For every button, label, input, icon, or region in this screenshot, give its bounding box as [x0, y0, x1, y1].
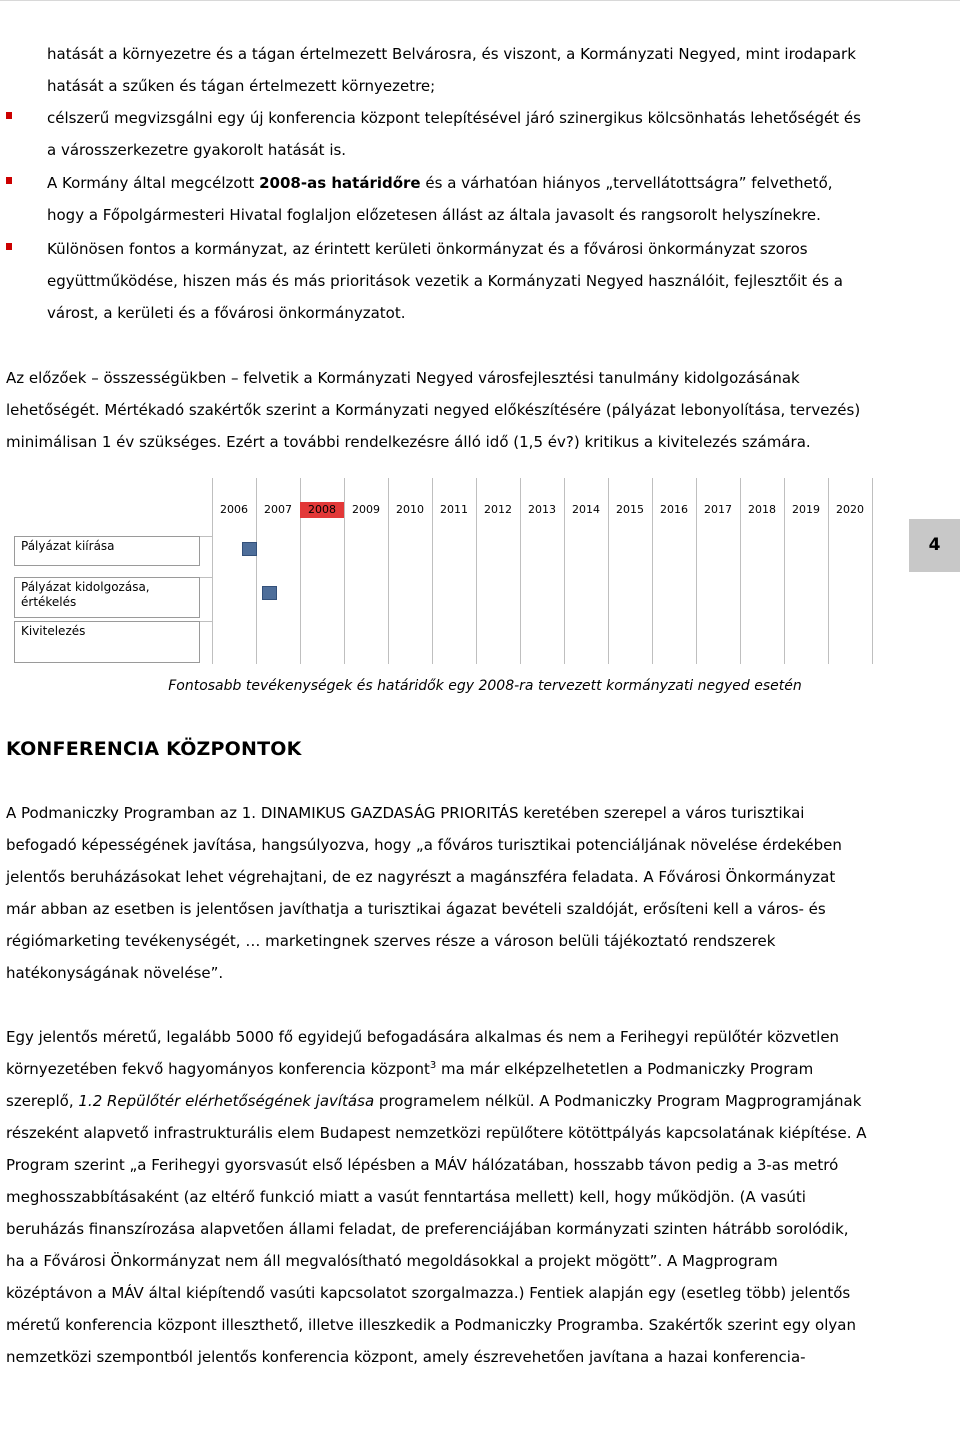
summary-paragraph	[6, 362, 897, 458]
p2-line-3-a: szereplő,	[6, 1092, 79, 1110]
gantt-row-line	[200, 536, 212, 537]
gantt-year-2011: 2011	[440, 503, 468, 516]
p2-line-3	[6, 1085, 897, 1117]
p1-line-3: jelentős beruházásokat lehet végrehajtani, de ez nagyrészt a magánszféra feladata. A Fővárosi Önkormányzat	[6, 868, 836, 886]
p2-line-2-a: környezetében fekvő hagyományos konferencia központ	[6, 1060, 430, 1078]
gantt-year-2017: 2017	[704, 503, 732, 516]
p2-line-3-b: programelem nélkül. A Podmaniczky Program Magprogramjának	[374, 1092, 862, 1110]
gantt-bar-call	[242, 542, 257, 556]
gantt-row-construction-label-text: Kivitelezés	[21, 624, 86, 638]
bullet-3-line-1: Különösen fontos a kormányzat, az érintett kerületi önkormányzat és a fővárosi önkormányzat szoros	[47, 240, 808, 258]
p2-line-2-b: ma már elképzelhetetlen a Podmaniczky Program	[436, 1060, 814, 1078]
gantt-year-2015: 2015	[616, 503, 644, 516]
bullet-2-text-a: A Kormány által megcélzott	[47, 174, 260, 192]
gantt-year-2010: 2010	[396, 503, 424, 516]
bullet-marker-1	[6, 112, 12, 119]
p1-line-4: már abban az esetben is jelentősen javíthatja a turisztikai ágazat bevételi szaldóját, erősíteni kell a város- és	[6, 900, 826, 918]
gantt-year-2020: 2020	[836, 503, 864, 516]
bullet-2-line-1	[47, 167, 897, 199]
gantt-year-2013: 2013	[528, 503, 556, 516]
intro-line-2: hatását a szűken és tágan értelmezett környezetre;	[47, 77, 436, 95]
p2-line-2	[6, 1053, 897, 1085]
gantt-row-tender-label-text: Pályázat kidolgozása,	[21, 580, 150, 594]
p2-line-1: Egy jelentős méretű, legalább 5000 fő egyidejű befogadására alkalmas és nem a Ferihegyi repülőtér közvetlen	[6, 1028, 840, 1046]
paragraph-1	[6, 797, 897, 989]
gantt-caption: Fontosabb tevékenységek és határidők egy 2008-ra tervezett kormányzati negyed esetén	[168, 678, 802, 694]
gantt-row-construction-label	[14, 621, 200, 663]
p2-program-element: 1.2 Repülőtér elérhetőségének javítása	[78, 1092, 375, 1110]
header-rule-right	[898, 0, 960, 1]
bullet-item-2	[47, 167, 897, 231]
bullet-2-deadline: 2008-as határidőre	[259, 174, 421, 192]
summary-line-3: minimálisan 1 év szükséges. Ezért a további rendelkezésre álló idő (1,5 év?) kritikus a kivitelezés számára.	[6, 433, 811, 451]
page-number-tab	[909, 519, 960, 572]
p2-line-5: Program szerint „a Ferihegyi gyorsvasút első lépésben a MÁV hálózatában, hosszabb távon pedig a 3-as metró	[6, 1156, 839, 1174]
bullet-3-line-2: együttműködése, hiszen más és más prioritások vezetik a Kormányzati Negyed használóit, fejlesztőit és a	[47, 272, 843, 290]
section-heading: KONFERENCIA KÖZPONTOK	[6, 738, 302, 760]
p2-line-7: beruházás finanszírozása alapvetően állami feladat, de preferenciájában kormányzati szinten hátrább sorolódik,	[6, 1220, 849, 1238]
gantt-gridline	[872, 478, 873, 664]
bullet-1-line-1: célszerű megvizsgálni egy új konferencia központ telepítésével járó szinergikus kölcsönhatás lehetőségét és	[47, 109, 861, 127]
gantt-year-2009: 2009	[352, 503, 380, 516]
gantt-row-tender-label-text: értékelés	[21, 595, 77, 609]
paragraph-2	[6, 1021, 897, 1373]
gantt-year-2018: 2018	[748, 503, 776, 516]
gantt-year-2012: 2012	[484, 503, 512, 516]
bullet-3-line-3: várost, a kerületi és a fővárosi önkormányzatot.	[47, 304, 406, 322]
schedule-gantt-chart	[0, 478, 960, 668]
bullet-marker-3	[6, 243, 12, 250]
gantt-year-2019: 2019	[792, 503, 820, 516]
gantt-row-line	[200, 577, 212, 578]
intro-line-1: hatását a környezetre és a tágan értelmezett Belvárosra, és viszont, a Kormányzati Negyed, mint irodapark	[47, 45, 856, 63]
p2-line-10: méretű konferencia központ illeszthető, illetve illeszkedik a Podmaniczky Programba. Szakértők szerint egy olyan	[6, 1316, 856, 1334]
gantt-row-call-label-text: Pályázat kiírása	[21, 539, 115, 553]
bullet-1-line-2: a városszerkezetre gyakorolt hatását is.	[47, 141, 347, 159]
p2-line-4: részeként alapvető infrastrukturális elem Budapest nemzetközi repülőtere kötöttpályás kapcsolatának kiépítése. A	[6, 1124, 867, 1142]
gantt-year-2016: 2016	[660, 503, 688, 516]
bullet-item-1	[47, 102, 897, 166]
p1-line-5: régiómarketing tevékenységét, … marketingnek szerves része a városon belüli tájékoztató rendszerek	[6, 932, 776, 950]
bullet-2-line-2: hogy a Főpolgármesteri Hivatal foglaljon előzetesen állást az általa javasolt és rangsorolt helyszínekre.	[47, 206, 821, 224]
gantt-row-call-label	[14, 536, 200, 566]
p2-line-8: ha a Fővárosi Önkormányzat nem áll megvalósítható megoldásokkal a projekt mögött”. A Magprogram	[6, 1252, 778, 1270]
header-rule	[0, 0, 898, 1]
gantt-year-2008: 2008	[300, 502, 344, 518]
gantt-year-2007: 2007	[264, 503, 292, 516]
p2-line-11: nemzetközi szempontból jelentős konferencia központ, amely észrevehetően javítana a hazai konferencia-	[6, 1348, 806, 1366]
gantt-year-2014: 2014	[572, 503, 600, 516]
intro-text	[47, 38, 897, 102]
bullet-marker-2	[6, 177, 12, 184]
gantt-row-tender-label	[14, 577, 200, 618]
p1-line-6: hatékonyságának növelése”.	[6, 964, 224, 982]
summary-line-1: Az előzőek – összességükben – felvetik a Kormányzati Negyed városfejlesztési tanulmány kidolgozásának	[6, 369, 800, 387]
gantt-row-line	[200, 621, 212, 622]
gantt-bar-tender	[262, 586, 277, 600]
bullet-2-text-b: és a várhatóan hiányos „tervellátottságra” felvethető,	[420, 174, 833, 192]
p1-line-2: befogadó képességének javítása, hangsúlyozva, hogy „a főváros turisztikai potenciáljának növelése érdekében	[6, 836, 842, 854]
gantt-year-2006: 2006	[220, 503, 248, 516]
p2-line-6: meghosszabbításaként (az eltérő funkció miatt a vasút fenntartása mellett) kell, hogy működjön. (A vasúti	[6, 1188, 806, 1206]
footnote-ref[interactable]: 3	[429, 1060, 437, 1071]
page-number: 4	[928, 535, 941, 555]
bullet-item-3	[47, 233, 897, 329]
summary-line-2: lehetőségét. Mértékadó szakértők szerint a Kormányzati negyed előkészítésére (pályázat lebonyolítása, tervezés)	[6, 401, 861, 419]
p1-line-1: A Podmaniczky Programban az 1. DINAMIKUS GAZDASÁG PRIORITÁS keretében szerepel a város turisztikai	[6, 804, 805, 822]
p2-line-9: középtávon a MÁV által kiépítendő vasúti kapcsolatot szorgalmazza.) Fentiek alapján egy (esetleg több) jelentős	[6, 1284, 851, 1302]
